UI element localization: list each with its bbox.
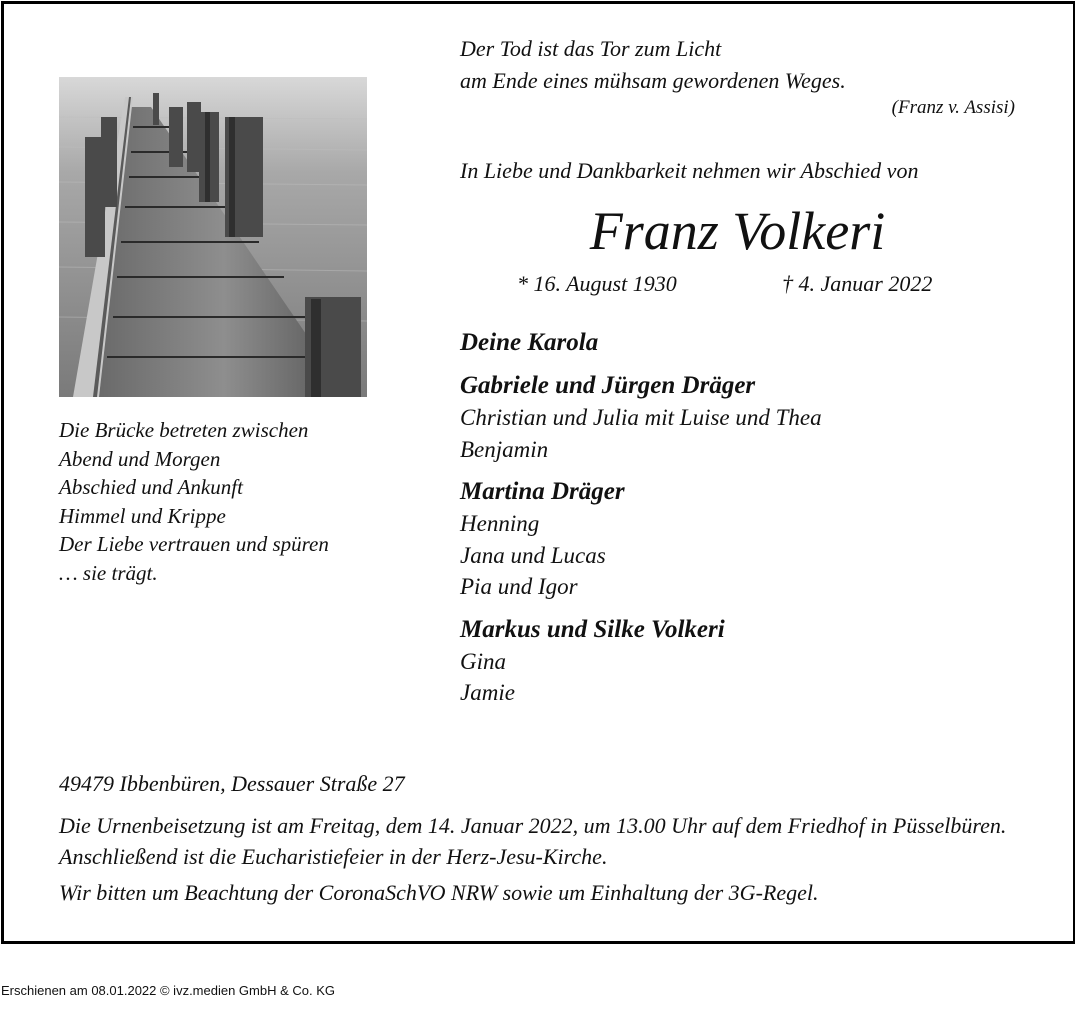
poem-line: Himmel und Krippe <box>59 503 226 528</box>
family-group-head: Deine Karola <box>460 329 599 356</box>
poem-line: … sie trägt. <box>59 560 158 585</box>
burial-info: Die Urnenbeisetzung ist am Freitag, dem 14. Januar 2022, um 13.00 Uhr auf dem Friedhof in Püsselbüren. Anschließend ist die Eucharistiefeier in der Herz-Jesu-Kirche. <box>59 813 1007 869</box>
family-group <box>460 475 822 603</box>
family-member: Jamie <box>460 680 515 705</box>
pier-photo <box>59 77 367 397</box>
poem-line: Die Brücke betreten zwischen <box>59 418 309 442</box>
family-member: Gina <box>460 648 506 674</box>
family-member: Christian und Julia mit Luise und Thea <box>460 405 822 430</box>
family-group-head: Martina Dräger <box>460 478 625 505</box>
death-date: † 4. Januar 2022 <box>782 271 933 296</box>
family-member: Henning <box>460 511 540 536</box>
family-group <box>460 326 822 359</box>
family-member: Jana und Lucas <box>460 542 606 568</box>
family-list <box>460 326 822 719</box>
family-group <box>460 613 822 709</box>
poem-line: Der Liebe vertrauen und spüren <box>59 532 329 556</box>
family-group-head: Markus und Silke Volkeri <box>460 615 725 643</box>
corona-notice: Wir bitten um Beachtung der CoronaSchVO NRW sowie um Einhaltung der 3G-Regel. <box>59 880 819 905</box>
family-member: Benjamin <box>460 436 549 462</box>
poem-line: Abschied und Ankunft <box>59 475 243 499</box>
poem-line: Abend und Morgen <box>59 446 221 471</box>
family-member: Pia und Igor <box>460 574 578 599</box>
publication-footer: Erschienen am 08.01.2022 © ivz.medien GmbH & Co. KG <box>1 983 336 998</box>
family-group <box>460 369 822 465</box>
poem <box>59 416 329 587</box>
family-group-head: Gabriele und Jürgen Dräger <box>460 372 756 399</box>
intro-text: In Liebe und Dankbarkeit nehmen wir Abschied von <box>460 158 919 183</box>
quote-source: (Franz v. Assisi) <box>891 97 1015 118</box>
deceased-name: Franz Volkeri <box>589 201 886 261</box>
birth-date: * 16. August 1930 <box>517 271 677 296</box>
quote-line-1: Der Tod ist das Tor zum Licht <box>460 36 722 61</box>
quote-line-2: am Ende eines mühsam gewordenen Weges. <box>460 68 846 93</box>
address: 49479 Ibbenbüren, Dessauer Straße 27 <box>59 771 405 796</box>
pier-photo-drawing <box>59 77 367 397</box>
